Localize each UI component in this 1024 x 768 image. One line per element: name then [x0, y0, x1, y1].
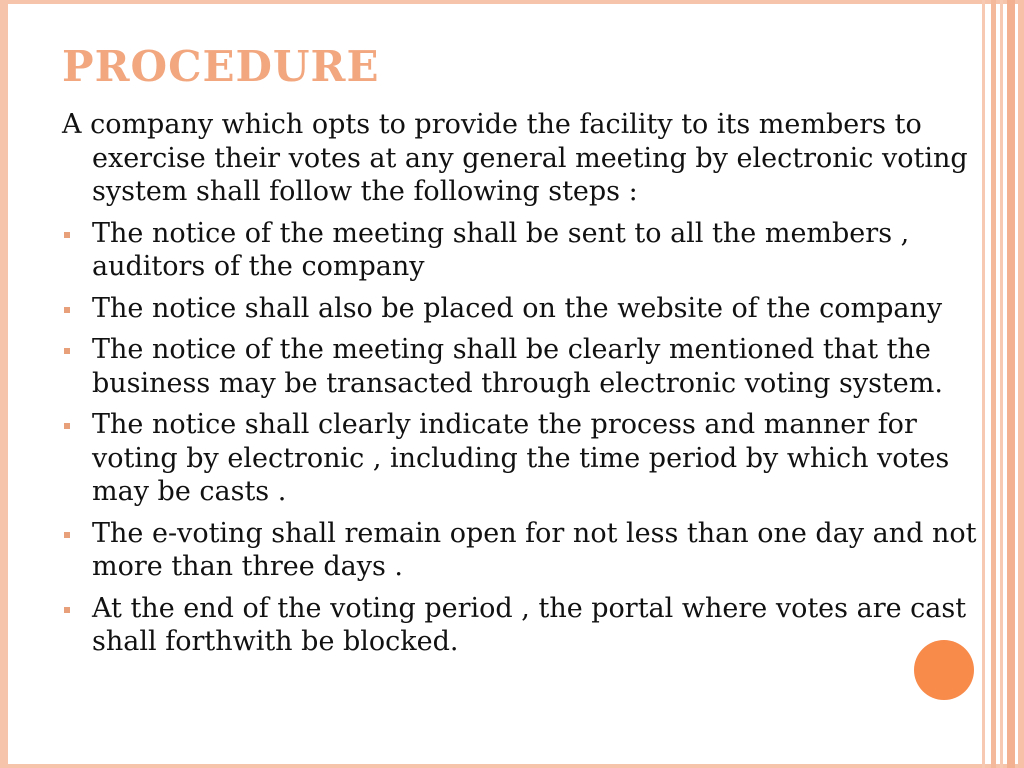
bullet-text: At the end of the voting period , the portal where votes are cast shall forthwith be blocked. — [92, 592, 967, 657]
square-bullet-icon — [64, 348, 70, 354]
stripe — [1018, 0, 1024, 768]
orange-circle-decoration — [914, 640, 974, 700]
stripe — [982, 0, 985, 768]
bullet-item — [62, 408, 982, 509]
bullet-item — [62, 517, 982, 584]
stripe — [1000, 0, 1003, 768]
square-bullet-icon — [64, 423, 70, 429]
bullet-text: The notice shall clearly indicate the process and manner for voting by electronic , including the time period by which votes may be casts . — [92, 409, 950, 507]
slide-title: PROCEDURE — [62, 42, 380, 91]
bottom-border — [0, 764, 1024, 768]
bullet-text: The notice of the meeting shall be sent to all the members , auditors of the company — [92, 217, 910, 282]
stripe — [1007, 0, 1015, 768]
square-bullet-icon — [64, 232, 70, 238]
slide-body — [62, 108, 982, 659]
square-bullet-icon — [64, 307, 70, 313]
top-border — [0, 0, 1024, 4]
square-bullet-icon — [64, 532, 70, 538]
right-stripes-decoration — [982, 0, 1024, 768]
square-bullet-icon — [64, 607, 70, 613]
bullet-item — [62, 292, 982, 326]
left-border — [0, 0, 8, 768]
bullet-item — [62, 592, 982, 659]
bullet-text: The e-voting shall remain open for not less than one day and not more than three days . — [92, 517, 977, 582]
bullet-text: The notice shall also be placed on the website of the company — [92, 292, 943, 324]
bullet-list — [62, 217, 982, 659]
intro-paragraph: A company which opts to provide the facility to its members to exercise their votes at any general meeting by electronic voting system shall follow the following steps : — [62, 109, 968, 207]
stripe — [991, 0, 996, 768]
bullet-item — [62, 217, 982, 284]
bullet-item — [62, 333, 982, 400]
bullet-text: The notice of the meeting shall be clearly mentioned that the business may be transacted through electronic voting system. — [92, 334, 943, 399]
